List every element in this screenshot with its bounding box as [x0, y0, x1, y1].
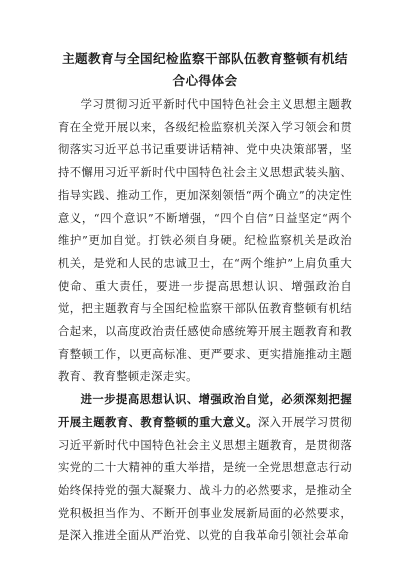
paragraph-2-text: 深入开展学习贯彻习近平新时代中国特色社会主义思想主题教育，是贯彻落实党的二十大精神的重大举措，是统一全党思想意志行动始终保持党的强大凝聚力、战斗力的必然要求，是推动全党积极担当作为、不断开创事业发展新局面的必然要求，是深入推进全面从严治党、以党的自我革命引领社会革命	[58, 415, 352, 543]
paragraph-1-text: 学习贯彻习近平新时代中国特色社会主义思想主题教育在全党开展以来，各级纪检监察机关深入学习领会和贯彻落实习近平总书记重要讲话精神、党中央决策部署，坚持不懈用习近平新时代中国特色社会主义思想武装头脑、指导实践、推动工作，更加深刻领悟“两个确立”的决定性意义，“四个意识”不断增强，“四个自信”日益坚定“两个维护”更加自觉。打铁必须自身硬。纪检监察机关是政治机关，是党和人民的忠诚卫士，在“两个维护”上肩负重大使命、重大责任，要进一步提高思想认识、增强政治自觉，把主题教育与全国纪检监察干部队伍教育整顿有机结合起来，以高度政治责任感使命感统筹开展主题教育和教育整顿工作，以更高标准、更严要求、更实措施推动主题教育、教育整顿走深走实。	[58, 98, 352, 384]
document-page	[58, 48, 352, 548]
body-paragraph-1	[58, 94, 352, 389]
body-paragraph-2	[58, 389, 352, 548]
paragraph-2-lead: 进一步提高思想认识、增强政治自觉，必须深刻把握开展主题教育、教育整顿的重大意义。	[58, 393, 352, 429]
document-title: 主题教育与全国纪检监察干部队伍教育整顿有机结合心得体会	[62, 51, 348, 88]
